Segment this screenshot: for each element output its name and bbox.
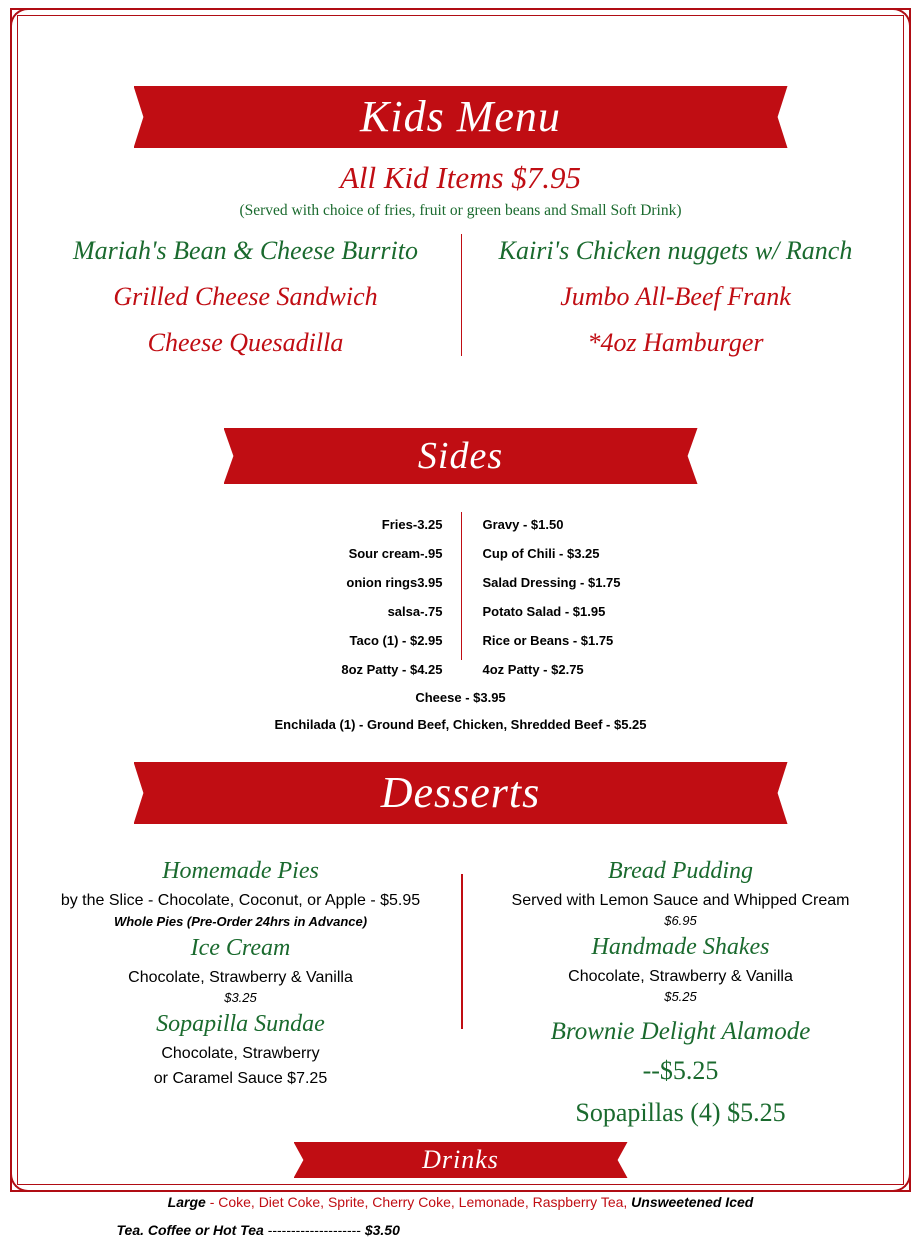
kids-column-divider: [461, 234, 462, 356]
drinks-flavors: - Coke, Diet Coke, Sprite, Cherry Coke, Lemonade, Raspberry Tea,: [209, 1194, 628, 1210]
side-item: Rice or Beans - $1.75: [482, 633, 614, 648]
kids-item: Mariah's Bean & Cheese Burrito: [73, 236, 418, 265]
sides-cheese-row: Cheese - $3.95: [415, 690, 506, 705]
dessert-price: $3.25: [224, 990, 257, 1005]
desserts-column-divider: [461, 874, 463, 1029]
brownie-delight-price: --$5.25: [642, 1056, 719, 1085]
dessert-price: $5.25: [664, 989, 697, 1004]
dessert-price: $6.95: [664, 913, 697, 928]
side-item: Taco (1) - $2.95: [349, 633, 443, 648]
dessert-title: Handmade Shakes: [591, 934, 770, 960]
dessert-description: by the Slice - Chocolate, Coconut, or Apple - $5.95: [60, 892, 421, 909]
drinks-banner: Drinks: [311, 1142, 611, 1178]
desserts-left-column: [21, 852, 461, 1128]
drinks-price: $3.50: [364, 1222, 400, 1238]
dessert-description: Chocolate, Strawberry: [161, 1045, 320, 1062]
kids-served-note: (Served with choice of fries, fruit or green beans and Small Soft Drink): [239, 202, 682, 219]
drinks-section: [81, 1188, 841, 1244]
kids-price-line: All Kid Items $7.95: [339, 160, 582, 195]
side-item: Sour cream-.95: [348, 546, 443, 561]
kids-item: Grilled Cheese Sandwich: [113, 282, 378, 311]
side-item: Salad Dressing - $1.75: [482, 575, 621, 590]
side-item: Potato Salad - $1.95: [482, 604, 606, 619]
kids-left-column: [31, 228, 461, 366]
side-item: 4oz Patty - $2.75: [482, 662, 584, 677]
kids-item: Kairi's Chicken nuggets w/ Ranch: [498, 236, 853, 265]
sides-columns: [111, 510, 811, 684]
side-item: salsa-.75: [387, 604, 443, 619]
drinks-line-2: [81, 1216, 841, 1244]
side-item: Fries-3.25: [381, 517, 443, 532]
dessert-description: Chocolate, Strawberry & Vanilla: [568, 968, 793, 985]
desserts-right-column: [461, 852, 901, 1128]
drinks-unsweetened-label: Unsweetened Iced: [631, 1194, 754, 1210]
sides-right-column: [461, 510, 811, 684]
kids-item: Cheese Quesadilla: [147, 328, 344, 357]
drinks-line-1: [81, 1188, 841, 1216]
side-item: onion rings3.95: [346, 575, 443, 590]
kids-items-grid: [31, 228, 891, 366]
desserts-banner: Desserts: [151, 762, 771, 824]
drinks-hot-label: Tea. Coffee or Hot Tea: [116, 1222, 264, 1238]
sides-banner: Sides: [241, 428, 681, 484]
sides-left-column: [111, 510, 461, 684]
dessert-title: Bread Pudding: [607, 858, 754, 884]
dessert-description-2: or Caramel Sauce $7.25: [153, 1070, 328, 1087]
sides-section: [111, 510, 811, 738]
dessert-title: Sopapilla Sundae: [156, 1011, 325, 1037]
kids-right-column: [461, 228, 891, 366]
kids-item: Jumbo All-Beef Frank: [560, 282, 791, 311]
dessert-description: Chocolate, Strawberry & Vanilla: [128, 969, 353, 986]
dessert-note: Whole Pies (Pre-Order 24hrs in Advance): [113, 914, 368, 929]
side-item: Gravy - $1.50: [482, 517, 564, 532]
dessert-title: Homemade Pies: [162, 858, 319, 884]
kids-item: *4oz Hamburger: [587, 328, 764, 357]
sopapillas-line: Sopapillas (4) $5.25: [575, 1098, 786, 1127]
side-item: Cup of Chili - $3.25: [482, 546, 600, 561]
drinks-dash-leader: --------------------: [267, 1222, 361, 1238]
dessert-title: Ice Cream: [190, 935, 291, 961]
drinks-size-label: Large: [167, 1194, 206, 1210]
dessert-description: Served with Lemon Sauce and Whipped Cream: [511, 892, 850, 909]
desserts-grid: [21, 852, 901, 1128]
brownie-delight-title: Brownie Delight Alamode: [550, 1018, 811, 1045]
kids-menu-banner: Kids Menu: [151, 86, 771, 148]
sides-enchilada-row: Enchilada (1) - Ground Beef, Chicken, Shredded Beef - $5.25: [274, 717, 647, 732]
side-item: 8oz Patty - $4.25: [341, 662, 443, 677]
sides-column-divider: [461, 512, 462, 660]
